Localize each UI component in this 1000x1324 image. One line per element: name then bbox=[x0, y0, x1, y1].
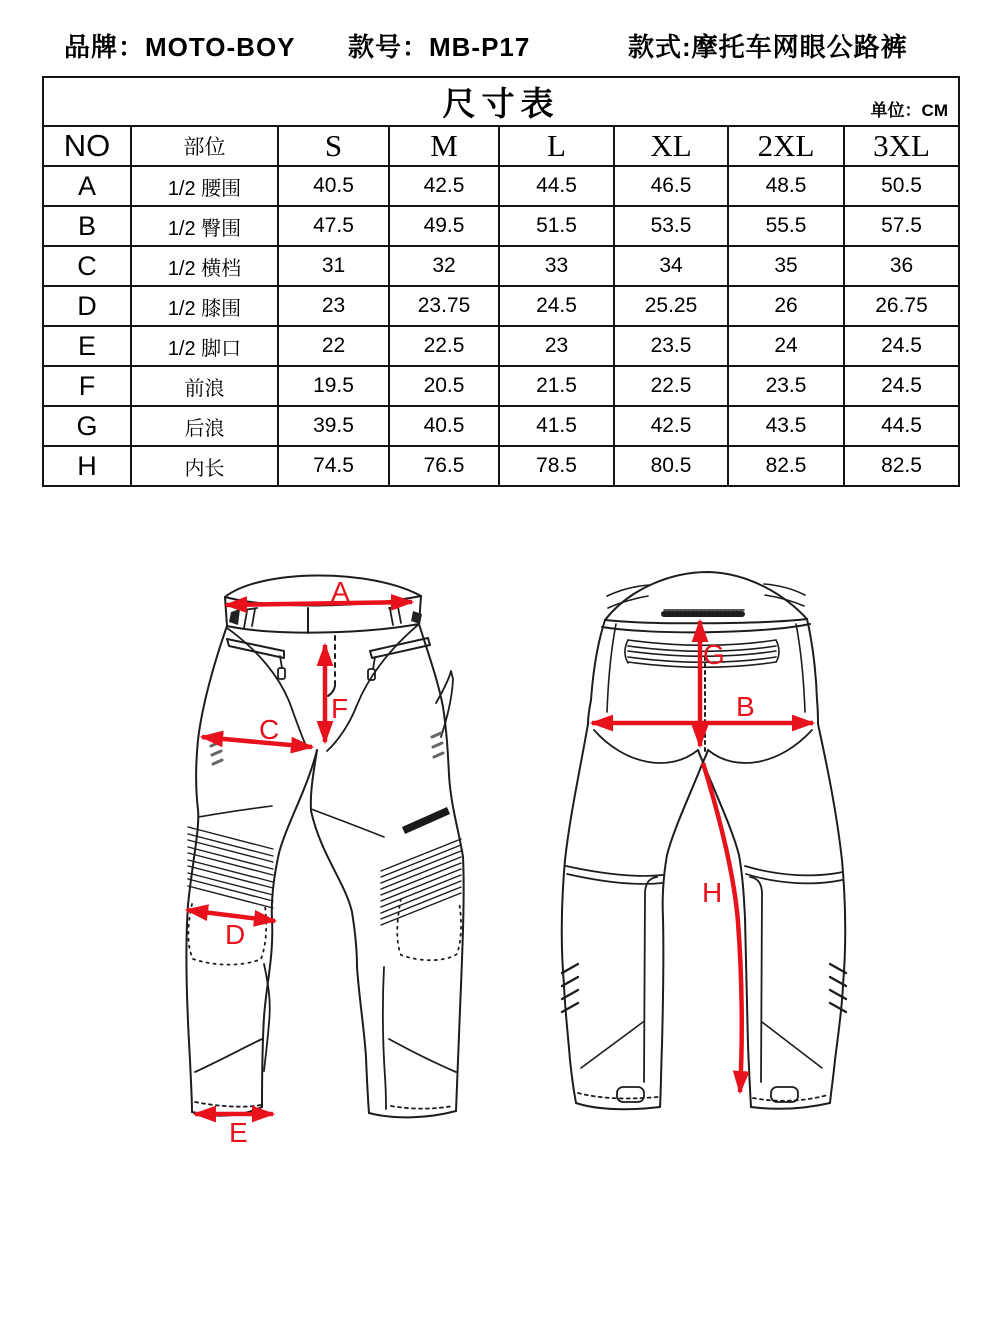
table-row bbox=[43, 326, 959, 366]
table-title: 尺寸表 bbox=[442, 85, 560, 122]
row-value: 82.5 bbox=[728, 446, 844, 486]
left-pocket bbox=[227, 639, 284, 658]
row-value: 23.5 bbox=[614, 326, 728, 366]
row-value: 46.5 bbox=[614, 166, 728, 206]
row-part-label: 1/2 横档 bbox=[131, 246, 278, 286]
row-value: 44.5 bbox=[844, 406, 959, 446]
row-value: 20.5 bbox=[389, 366, 499, 406]
row-value: 80.5 bbox=[614, 446, 728, 486]
row-part-label: 后浪 bbox=[131, 406, 278, 446]
table-row bbox=[43, 406, 959, 446]
row-value: 23.75 bbox=[389, 286, 499, 326]
row-letter: D bbox=[43, 286, 131, 326]
column-header-xl: XL bbox=[614, 126, 728, 166]
row-value: 33 bbox=[499, 246, 614, 286]
row-value: 21.5 bbox=[499, 366, 614, 406]
row-value: 23 bbox=[499, 326, 614, 366]
row-value: 40.5 bbox=[278, 166, 389, 206]
row-letter: G bbox=[43, 406, 131, 446]
row-value: 24 bbox=[728, 326, 844, 366]
dim-label-a: A bbox=[331, 576, 350, 607]
row-part-label: 内长 bbox=[131, 446, 278, 486]
row-value: 74.5 bbox=[278, 446, 389, 486]
row-value: 35 bbox=[728, 246, 844, 286]
row-value: 22.5 bbox=[389, 326, 499, 366]
row-value: 40.5 bbox=[389, 406, 499, 446]
size-table-body bbox=[43, 166, 959, 486]
left-accent-stripes bbox=[211, 742, 222, 764]
table-header-row bbox=[43, 126, 959, 166]
dim-arrow-a bbox=[226, 602, 412, 605]
dim-label-h: H bbox=[702, 877, 723, 908]
left-zipper-pull-icon bbox=[278, 668, 285, 679]
right-knee-ribbing bbox=[381, 839, 461, 925]
row-part-label: 1/2 脚口 bbox=[131, 326, 278, 366]
table-row bbox=[43, 246, 959, 286]
row-value: 41.5 bbox=[499, 406, 614, 446]
table-row bbox=[43, 446, 959, 486]
row-letter: F bbox=[43, 366, 131, 406]
row-part-label: 1/2 臀围 bbox=[131, 206, 278, 246]
column-header-2xl: 2XL bbox=[728, 126, 844, 166]
row-part-label: 1/2 膝围 bbox=[131, 286, 278, 326]
row-value: 34 bbox=[614, 246, 728, 286]
size-table bbox=[42, 76, 960, 487]
row-letter: H bbox=[43, 446, 131, 486]
row-letter: A bbox=[43, 166, 131, 206]
row-value: 55.5 bbox=[728, 206, 844, 246]
row-value: 76.5 bbox=[389, 446, 499, 486]
brand-logo-mark bbox=[402, 807, 450, 834]
row-value: 19.5 bbox=[278, 366, 389, 406]
column-header-s: S bbox=[278, 126, 389, 166]
row-value: 51.5 bbox=[499, 206, 614, 246]
column-header-3xl: 3XL bbox=[844, 126, 959, 166]
row-value: 26 bbox=[728, 286, 844, 326]
row-value: 53.5 bbox=[614, 206, 728, 246]
row-value: 23.5 bbox=[728, 366, 844, 406]
dim-label-g: G bbox=[703, 639, 725, 670]
row-value: 42.5 bbox=[389, 166, 499, 206]
table-title-row bbox=[43, 77, 959, 126]
column-header-part: 部位 bbox=[131, 126, 278, 166]
dim-label-f: F bbox=[331, 693, 349, 724]
row-value: 39.5 bbox=[278, 406, 389, 446]
row-value: 47.5 bbox=[278, 206, 389, 246]
row-value: 42.5 bbox=[614, 406, 728, 446]
column-header-m: M bbox=[389, 126, 499, 166]
table-row bbox=[43, 206, 959, 246]
row-value: 26.75 bbox=[844, 286, 959, 326]
column-header-l: L bbox=[499, 126, 614, 166]
brand-label: 品牌：MOTO-BOY bbox=[64, 32, 296, 62]
dim-arrow-h bbox=[703, 763, 742, 1092]
table-title-cell bbox=[43, 77, 959, 126]
row-value: 31 bbox=[278, 246, 389, 286]
model-label: 款号：MB-P17 bbox=[348, 32, 531, 62]
row-letter: B bbox=[43, 206, 131, 246]
front-view-diagram bbox=[95, 555, 485, 1155]
row-value: 82.5 bbox=[844, 446, 959, 486]
row-value: 25.25 bbox=[614, 286, 728, 326]
row-value: 24.5 bbox=[499, 286, 614, 326]
style-label: 款式:摩托车网眼公路裤 bbox=[628, 32, 908, 62]
row-value: 49.5 bbox=[389, 206, 499, 246]
row-value: 57.5 bbox=[844, 206, 959, 246]
column-header-no: NO bbox=[43, 126, 131, 166]
left-waist-buckle-icon bbox=[229, 609, 240, 625]
dim-label-b: B bbox=[736, 691, 755, 722]
row-value: 24.5 bbox=[844, 366, 959, 406]
row-value: 50.5 bbox=[844, 166, 959, 206]
row-value: 32 bbox=[389, 246, 499, 286]
row-value: 36 bbox=[844, 246, 959, 286]
row-value: 23 bbox=[278, 286, 389, 326]
dim-label-e: E bbox=[229, 1117, 248, 1148]
unit-label: 单位：CM bbox=[870, 101, 948, 120]
row-letter: C bbox=[43, 246, 131, 286]
back-view-diagram bbox=[550, 560, 900, 1140]
dim-label-d: D bbox=[225, 919, 246, 950]
row-value: 78.5 bbox=[499, 446, 614, 486]
dim-label-c: C bbox=[259, 714, 280, 745]
row-value: 43.5 bbox=[728, 406, 844, 446]
left-knee-ribbing bbox=[188, 827, 273, 908]
row-part-label: 1/2 腰围 bbox=[131, 166, 278, 206]
table-row bbox=[43, 286, 959, 326]
table-row bbox=[43, 366, 959, 406]
row-part-label: 前浪 bbox=[131, 366, 278, 406]
row-value: 22.5 bbox=[614, 366, 728, 406]
row-value: 24.5 bbox=[844, 326, 959, 366]
row-value: 48.5 bbox=[728, 166, 844, 206]
row-value: 22 bbox=[278, 326, 389, 366]
row-letter: E bbox=[43, 326, 131, 366]
row-value: 44.5 bbox=[499, 166, 614, 206]
table-row bbox=[43, 166, 959, 206]
